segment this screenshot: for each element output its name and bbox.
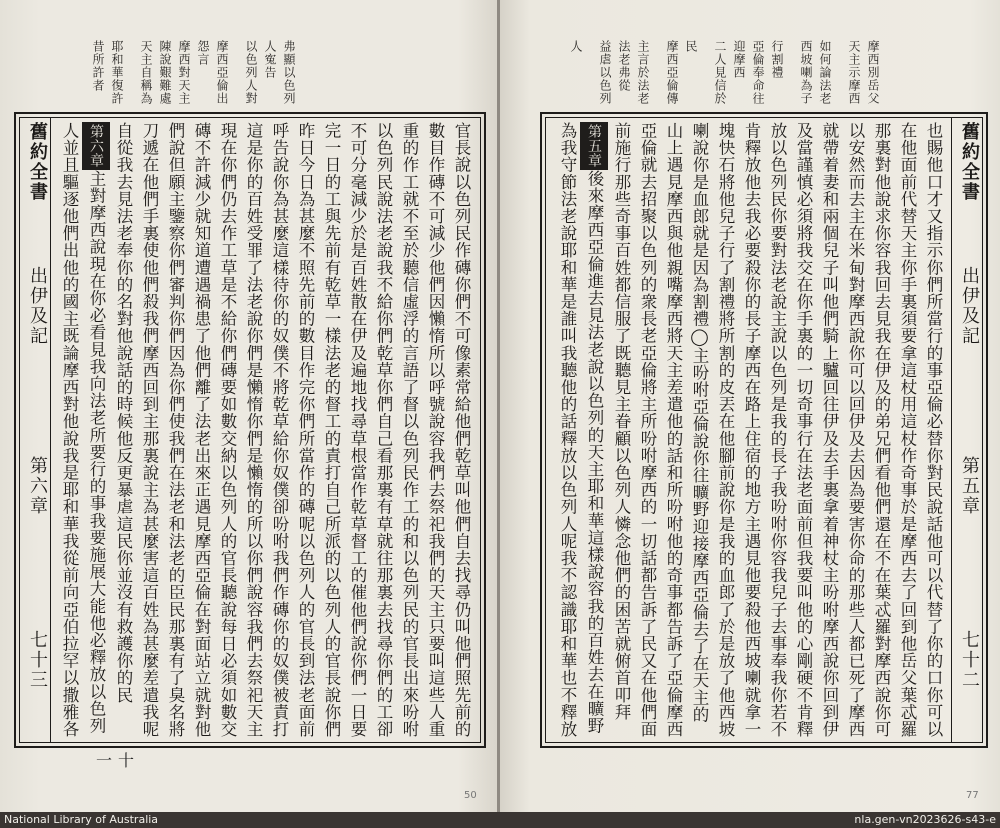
margin-note: 以色列人對 xyxy=(244,40,258,105)
chapter-section-marker: 第五章 xyxy=(580,122,608,170)
margin-note: 迎摩西 xyxy=(732,40,746,79)
left-body-text xyxy=(56,122,474,738)
body-paragraph xyxy=(56,122,110,738)
margin-note: 益虐以色列 xyxy=(598,40,612,105)
margin-note: 如何論法老 xyxy=(818,40,832,105)
left-header-strip xyxy=(20,118,51,742)
chapter-section-marker: 第六章 xyxy=(82,122,110,170)
book-title: 舊約全書 xyxy=(27,122,48,202)
running-title: 出伊及記 xyxy=(27,266,48,346)
margin-note: 摩西對天主 xyxy=(177,40,191,105)
body-paragraph xyxy=(552,122,608,738)
bottom-folio: 一十 xyxy=(96,751,141,770)
body-continuation: 主對摩西說現在你必看見我向法老所要行的事我要施展大能他必釋放以色列人並且驅逐他們出他的國主既論摩西對他說我是耶和華我從前向亞伯拉罕以撒雅各 xyxy=(60,122,106,738)
margin-note: 摩西亞倫出 xyxy=(215,40,229,105)
left-page xyxy=(0,0,498,812)
margin-note: 法老弗從 xyxy=(617,40,631,92)
running-title: 出伊及記 xyxy=(959,266,980,346)
margin-note: 耶和華復許 xyxy=(110,40,124,105)
right-text-frame xyxy=(540,112,988,748)
right-marginal-notes xyxy=(566,40,882,105)
margin-note: 天主示摩西 xyxy=(847,40,861,105)
margin-note: 民 xyxy=(684,40,698,53)
chapter-label: 第六章 xyxy=(27,456,48,516)
margin-note: 怨言 xyxy=(196,40,210,66)
left-marginal-notes xyxy=(88,40,298,105)
margin-note: 人 xyxy=(569,40,583,53)
pencil-mark: 77 xyxy=(966,790,979,801)
pencil-mark: 50 xyxy=(464,790,477,801)
library-name: National Library of Australia xyxy=(4,813,159,826)
book-title: 舊約全書 xyxy=(959,122,980,202)
margin-note: 天主自稱為 xyxy=(139,40,153,105)
margin-note: 弗顯以色列 xyxy=(282,40,296,105)
margin-note: 主言於法老 xyxy=(636,40,650,105)
chapter-label: 第五章 xyxy=(959,456,980,516)
margin-note: 行割禮 xyxy=(770,40,784,79)
right-body-text xyxy=(552,122,946,738)
archive-footer xyxy=(0,812,1000,828)
page-number: 七十二 xyxy=(959,630,980,690)
body-continuation: 後來摩西亞倫進去見法老說以色列的天主耶和華這樣說容我的百姓去在曠野為我守節法老說耶和華是誰叫我聽他的話釋放以色列人呢我不認識耶和華也不釋放 xyxy=(558,122,604,738)
body-paragraph: 也賜他口才又指示你們所當行的事亞倫必替你對民說話他可以代替了你的口你可以在他面前代替天主你手裏須要拿這杖用這杖作奇事於是摩西去了回到他岳父葉忒羅那裏對他說求你容我回去見我在伊及的弟兄們看他們還在不在葉忒羅對摩西說你可以安然而去主在米甸對摩西說你可以回伊及去因為要害你命的那些人都已死了摩西就帶着妻和兩個兒子叫他們騎上驢回往伊及去手裏拿着神杖主吩咐摩西說你回到伊及當謹慎必須將我交在你手裏的一切奇事行在法老面前但我要叫他的心剛硬不肯釋放以色列民你要對法老說主說以色列是我的長子我吩咐你容我兒子去事奉我你若不肯釋放他去我必要殺你的長子摩西在路上住宿的地方主遇見他要殺他西坡喇就拿一塊快石將他兒子行了割禮將所割的皮丟在他腳前說你是我的血郎了於是放了他西坡喇說你是血郎就是因為割禮◯主吩咐亞倫說你往曠野迎接摩西亞倫去了在天主的山上遇見摩西與他親嘴摩西將天主差遣他的話和所吩咐他的奇事都告訴了亞倫摩西亞倫就去招聚以色列的衆長老亞倫將主所吩咐摩西的一切話都告訴了民又在他們面前施行那些奇事百姓都信服了既聽見主眷顧以色列人憐念他們的困苦就俯首叩拜 xyxy=(612,122,943,738)
right-header-strip xyxy=(951,118,982,742)
margin-note: 摩西亞倫傳 xyxy=(665,40,679,105)
margin-note: 人寃告 xyxy=(263,40,277,79)
margin-note: 西坡喇為子 xyxy=(799,40,813,105)
body-paragraph: 官長說以色列民作磚你們不可像素常給他們乾草叫他們自去找尋仍叫他們照先前的數目作磚不可減少他們因懶惰所以呼號說容我們去祭祀我們的天主只要叫這些人重重的作工就不至於聽信虛浮的言語了督以色列民作工的和以色列民的官長出來吩咐以色列民說法老說我不給你們乾草你們自己看那裏有草就往那裏去找尋你們的工卻不可分毫減少於是百姓散在伊及遍地找尋草根當作乾草督工的催他們說你們一日要完一日的工與先前有乾草一樣法老的督工的責打自己所派的以色列人的官長說你們昨日今日為甚麼不照先前的數目作完你們所當作的磚呢以色列人的官長到法老面前呼告說你為甚麼這樣待你的奴僕不將乾草給你奴僕卻吩咐我們作磚你的奴僕被責打這是你的百姓受罪了法老說你們是懶惰你們是懶惰的所以你們說容我們去祭祀天主現在你們仍去作工草是不給你們磚要如數交納以色列人的官長聽說每日必須如數交磚不許減少就知道遭遇禍患了他們離了法老出來正遇見摩西亞倫在對面站立就對他們說但願主鑒察你們審判你們因為你們使我們在法老和法老的臣民那裏有了臭名將刀遞在他們手裏使他們殺我們摩西回到主那裏說主為甚麼害這百姓為甚麼差遣我呢自從我去見法老奉你的名對他說話的時候他反更暴虐這民你並沒有救護你的民 xyxy=(114,122,471,738)
record-identifier: nla.gen-vn2023626-s43-e xyxy=(854,813,996,826)
margin-note: 摩西別岳父 xyxy=(866,40,880,105)
margin-note: 亞倫奉命往 xyxy=(751,40,765,105)
right-page xyxy=(500,0,1000,812)
left-text-frame xyxy=(14,112,486,748)
margin-note: 陳說艱難處 xyxy=(158,40,172,105)
margin-note: 昔所許者 xyxy=(91,40,105,92)
margin-note: 二人見信於 xyxy=(713,40,727,105)
page-number: 七十三 xyxy=(27,630,48,690)
